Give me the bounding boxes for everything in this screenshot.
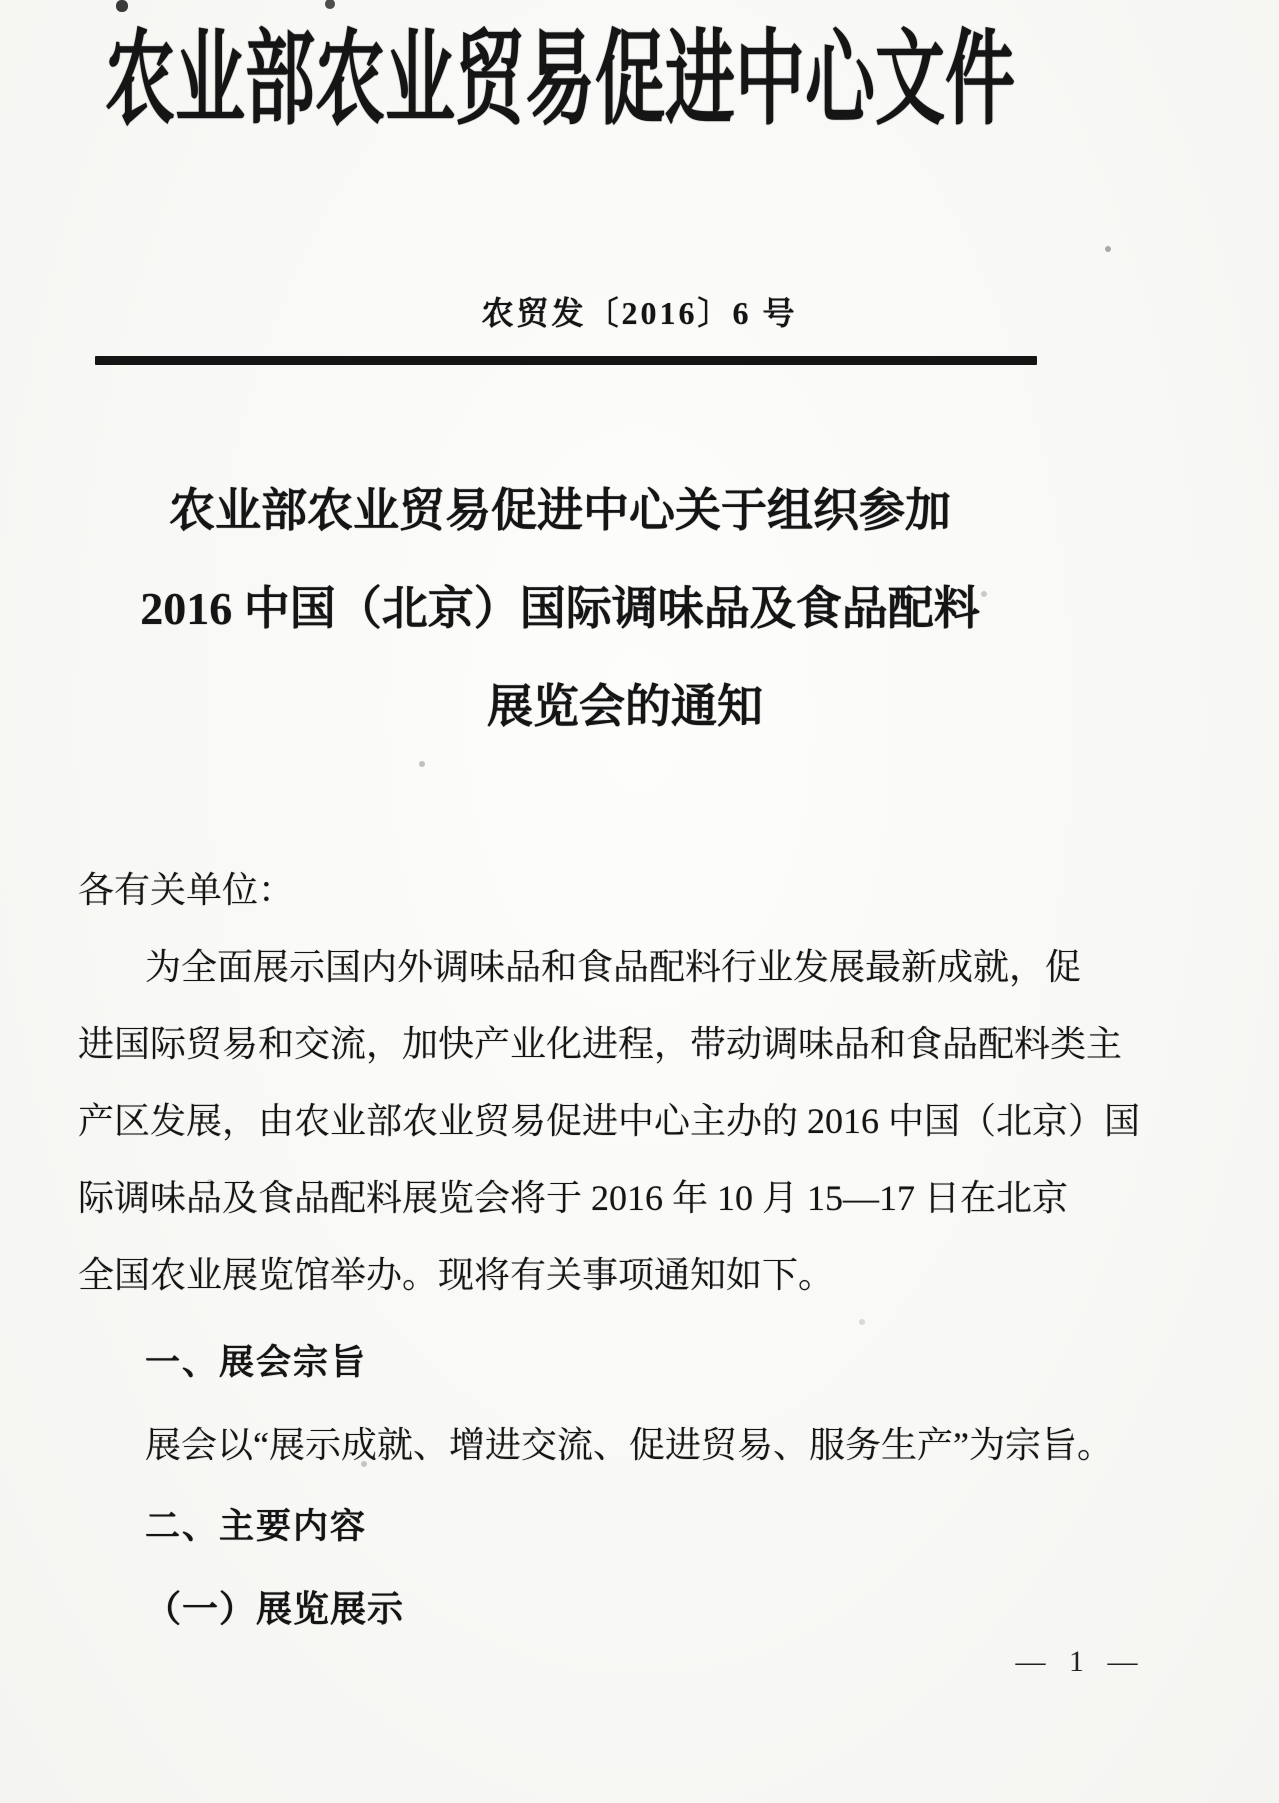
document-title [78,462,1042,756]
intro-paragraph [78,929,1150,1314]
scan-noise-speckles [0,0,4,4]
paragraph-line: 全国农业展览馆举办。现将有关事项通知如下。 [78,1255,835,1295]
paragraph-line: 为全面展示国内外调味品和食品配料行业发展最新成就，促 [145,947,1082,987]
section-2-subheading: （一）展览展示 [145,1589,405,1629]
section-1-heading: 一、展会宗旨 [145,1343,368,1382]
section-2-heading: 二、主要内容 [145,1507,368,1546]
page-number: — 1 — [1015,1645,1146,1678]
document-reference-number: 农贸发〔2016〕6 号 [481,295,798,331]
document-header-org-title: 农业部农业贸易促进中心文件 [105,24,1015,139]
salutation: 各有关单位： [78,870,295,910]
paragraph-line: 际调味品及食品配料展览会将于 2016 年 10 月 15—17 日在北京 [78,1178,1069,1218]
paragraph-line: 产区发展，由农业部农业贸易促进中心主办的 2016 中国（北京）国 [78,1101,1141,1141]
document-title-line: 展览会的通知 [487,681,763,732]
document-body [78,852,1150,1650]
paragraph-line: 进国际贸易和交流，加快产业化进程，带动调味品和食品配料类主 [78,1024,1123,1064]
section-1-text: 展会以“展示成就、增进交流、促进贸易、服务生产”为宗旨。 [145,1425,1113,1465]
document-title-line: 2016 中国（北京）国际调味品及食品配料 [140,583,980,634]
header-divider-rule [95,356,1037,365]
document-title-line: 农业部农业贸易促进中心关于组织参加 [169,485,951,536]
